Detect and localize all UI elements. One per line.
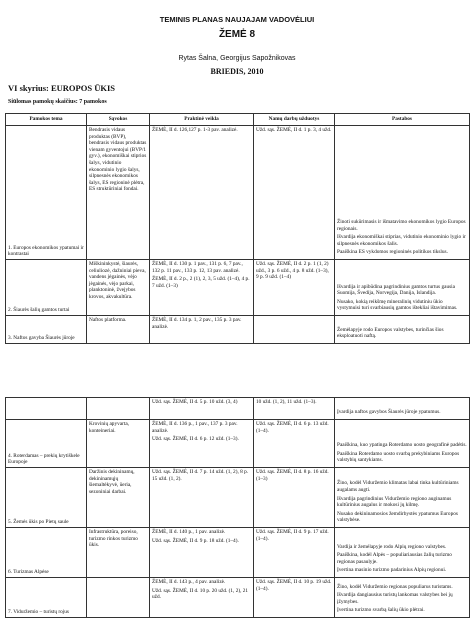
cell-homework — [254, 420, 335, 468]
cell-notes — [335, 420, 470, 468]
cell-notes — [335, 528, 470, 578]
homework-line: 10 užd. (1, 2), 11 užd. (1–3). — [256, 399, 317, 405]
lesson-topic: 6. Turizmas Alpėse — [8, 569, 49, 576]
column-header-homework: Namų darbų užduotys — [254, 114, 335, 126]
lesson-plan-table-part2 — [5, 397, 470, 618]
authors: Rytas Šalna, Georgijus Sapožnikovas — [178, 55, 296, 62]
table-row — [6, 528, 470, 578]
cell-homework — [254, 578, 335, 618]
book-title: ŽEMĖ 8 — [218, 29, 256, 40]
practice-line: ŽEMĖ, II d. 143 p., 4 pav. analizė. — [152, 579, 226, 585]
table-row — [6, 260, 470, 316]
table-header-row — [6, 114, 470, 126]
lesson-concepts: Krovinių apyvarta, konteineriai. — [89, 421, 130, 434]
notes-line: Žinoti sukūrimasis ir išmatavimo ekonomikos lygio Europos regionais. — [337, 218, 466, 232]
column-header-topic: Pamokos tema — [6, 114, 87, 126]
cell-topic — [6, 528, 87, 578]
practice-line: ŽEMĖ, II d. 2 p., 2 (1), 2, 3, 5 užd. (1–4), 4 p. 7 užd. (1–3) — [152, 276, 250, 289]
cell-homework — [254, 468, 335, 528]
cell-practice — [150, 420, 254, 468]
cell-homework — [254, 528, 335, 578]
practice-line: Užd. sąs. ŽEMĖ, II d. 5 p. 10 užd. (3, 4) — [152, 399, 238, 405]
table-row — [6, 398, 470, 420]
practice-line: ŽEMĖ, II d. 136 p., 1 pav., 137 p. 3 pav. analizė. — [152, 421, 238, 434]
lesson-topic: 7. Viduržemio – turistų rojus — [8, 609, 69, 616]
lesson-plan-table-part1 — [5, 113, 470, 344]
notes-line: Paaiškina, kuo ypatinga Roterdamo uosto geografinė padėtis. — [337, 442, 467, 449]
cell-concepts — [87, 528, 150, 578]
notes-line: Vardija ir žemėlapyje rodo Alpių regiono valstybes. — [337, 543, 447, 550]
notes-line: Žino, kodėl Viduržemio klimatas labai tinka kultūriniams augalams augti. — [337, 480, 459, 493]
cell-practice — [150, 578, 254, 618]
cell-homework — [254, 260, 335, 316]
lesson-concepts: Bendrasis vidaus produktas (BVP), bendrasis vidaus produktas vienam gyventojui (BVP/1 gyv.), ekonomiškai stiprios šalys, vidutinio ekonominio lygio šalys, silpnesnės ekonomikos šalys, ES regioninė plėtra, ES struktūriniai fondai. — [89, 127, 147, 193]
cell-practice — [150, 126, 254, 260]
cell-topic — [6, 468, 87, 528]
notes-line: Įvertina turizmo svarbą šalių ūkio plėtrai. — [337, 607, 425, 614]
section-title: VI skyrius: EUROPOS ŪKIS — [8, 83, 115, 93]
homework-line: Užd. sąs. ŽEMĖ, II d. 2 p. 1 (1, 2) užd., 3 p. 6 užd., 4 p. 8 užd. (1–3), 9 p. 9 užd. (1–4) — [256, 261, 329, 281]
cell-notes — [335, 260, 470, 316]
cell-homework — [254, 316, 335, 344]
lesson-concepts: Naftos platforma. — [89, 317, 127, 323]
cell-practice — [150, 468, 254, 528]
cell-topic — [6, 420, 87, 468]
table-row — [6, 316, 470, 344]
practice-line: ŽEMĖ, II d. 140 p., 1 pav. analizė. — [152, 529, 226, 535]
table-row — [6, 578, 470, 618]
lesson-concepts: Miškininkystė, šiaurės, celiuliozė, dažniniai pieva, vandens jėgainės, vėjo jėgainės, vėjo parkai, planktoninė, žvejybos krovos, akvakultūra. — [89, 261, 146, 301]
cell-topic — [6, 260, 87, 316]
homework-line: Užd. sąs. ŽEMĖ, II d. 9 p. 17 užd. (1–4). — [256, 529, 329, 542]
notes-line: Žemėlapyje rodo Europos valstybes, turinčias šios eksploatuoti naftą. — [337, 326, 444, 340]
cell-practice — [150, 316, 254, 344]
practice-line: Užd. sąs. ŽEMĖ, II d. 6 p. 12 užd. (1–3). — [152, 436, 239, 443]
column-header-notes: Pastabos — [335, 114, 470, 126]
cell-concepts — [87, 316, 150, 344]
lesson-concepts: Daržinis dekininamų, dekininamųjų šiemaltėkyvė, ūeria, sezoniniai darbai. — [89, 469, 135, 495]
lesson-topic: 1. Europos ekonomikos ypatumai ir kontrastai — [8, 244, 84, 258]
publisher: BRIEDIS, 2010 — [210, 67, 264, 76]
notes-line: Išvardija ekonomiškai stiprias, vidutinio ekonominio lygio ir silpnesnės ekonomikos šalis. — [337, 234, 466, 247]
practice-line: ŽEMĖ, II d. 134 p. 1, 2 pav., 135 p. 3 pav. analizė. — [152, 317, 242, 330]
cell-homework — [254, 126, 335, 260]
cell-practice — [150, 260, 254, 316]
cell-homework — [254, 398, 335, 420]
notes-line: Įvardija naftos gavybos Šiaurės jūroje ypatumus. — [337, 409, 441, 416]
column-header-practice: Praktinė veikla — [150, 114, 254, 126]
homework-line: Užd. sąs. ŽEMĖ, II d. 8 p. 16 užd. (1–3) — [256, 469, 329, 482]
cell-concepts — [87, 398, 150, 420]
program-title: TEMINIS PLANAS NAUJAJAM VADOVĖLIUI — [159, 15, 315, 24]
homework-line: Užd. sąs. ŽEMĖ, II d. 6 p. 13 užd. (1–4). — [256, 421, 329, 434]
practice-line: Užd. sąs. ŽEMĖ, II d. 10 p. 20 užd. (1, 2), 21 užd. — [152, 587, 249, 601]
practice-line: ŽEMĖ, II d. 130 p. 1 pav., 131 p. 6, 7 pav., 132 p. 11 pav., 133 p. 12, 13 pav. analizė. — [152, 261, 243, 274]
lesson-topic: 2. Šiaurės šalių gamtos turtai — [8, 307, 70, 314]
notes-line: Išvardija dangiausius turistų lankomas valstybes bei jų įžymybes. — [337, 592, 453, 605]
cell-practice — [150, 528, 254, 578]
cell-topic — [6, 316, 87, 344]
lesson-topic: 3. Naftos gavyba Šiaurės jūroje — [8, 335, 75, 342]
practice-line: Užd. sąs. ŽEMĖ, II d. 9 p. 18 užd. (1–4). — [152, 537, 239, 544]
homework-line: Užd. sąs. ŽEMĖ, II d. 1 p. 3, 4 užd. — [256, 127, 332, 133]
cell-notes — [335, 316, 470, 344]
lesson-topic: 4. Roterdamas – prekių krytiškele Europoje — [8, 452, 80, 466]
cell-practice — [150, 398, 254, 420]
lesson-topic: 5. Žemės ūkis po Pietų saule — [8, 519, 69, 526]
cell-topic — [6, 578, 87, 618]
cell-notes — [335, 468, 470, 528]
table-row — [6, 126, 470, 260]
notes-line: Paaiškina Roterdamo uosto svarbą prekybiniams Europos valstybių santykiams. — [337, 450, 460, 464]
cell-concepts — [87, 578, 150, 618]
cell-concepts — [87, 420, 150, 468]
cell-notes — [335, 578, 470, 618]
notes-line: Nusako dekininamosios žemdirbystės ypatumus Europos valstybėse. — [337, 510, 458, 524]
cell-notes — [335, 398, 470, 420]
notes-line: Išvardija pagrindinius Viduržemio regiono auginamus kultūrinius augalus ir mokosi jų kilmę. — [337, 495, 452, 509]
homework-line: Užd. sąs. ŽEMĖ, II d. 10 p. 19 užd. (1–4). — [256, 579, 332, 592]
cell-topic — [6, 398, 87, 420]
cell-notes — [335, 126, 470, 260]
notes-line: Nusako, kokią reikšmę mineralinių vidutiniu ūkio vystymuisi turi svarbiausių gamtos ištekliai ištavimimas. — [337, 298, 458, 312]
table-row — [6, 468, 470, 528]
notes-line: Įvertina masinio turizmo padarinius Alpių regionui. — [337, 567, 447, 574]
lesson-count: Siūlomas pamokų skaičius: 7 pamokos — [8, 99, 107, 105]
cell-concepts — [87, 126, 150, 260]
table-row — [6, 420, 470, 468]
practice-line: ŽEMĖ, II d. 126,127 p. 1-3 pav. analizė. — [152, 127, 238, 133]
notes-line: Paaiškina, kodėl Alpės – populiariausias žalių turizmo regionas pasaulyje. — [337, 552, 452, 565]
cell-concepts — [87, 260, 150, 316]
practice-line: Užd. sąs. ŽEMĖ, II d. 7 p. 14 užd. (1, 2), 8 p. 15 užd. (1, 2). — [152, 469, 249, 482]
cell-concepts — [87, 468, 150, 528]
column-header-concepts: Sąvokos — [87, 114, 150, 126]
cell-topic — [6, 126, 87, 260]
lesson-concepts: Infrastruktūra, poreiso, turizmo rinkos turizmo ūkis. — [89, 529, 138, 549]
notes-line: Žino, kodėl Viduržemio regionas populiarus turistams. — [337, 583, 453, 590]
notes-line: Išvardija ir apibūdina pagrindinius gamtos turtus gausia Suomija, Švedija, Norvegija, Danija, Islandija. — [337, 283, 455, 297]
notes-line: Paaiškina ES vykdomos regioninės politikos tikslus. — [337, 249, 448, 256]
